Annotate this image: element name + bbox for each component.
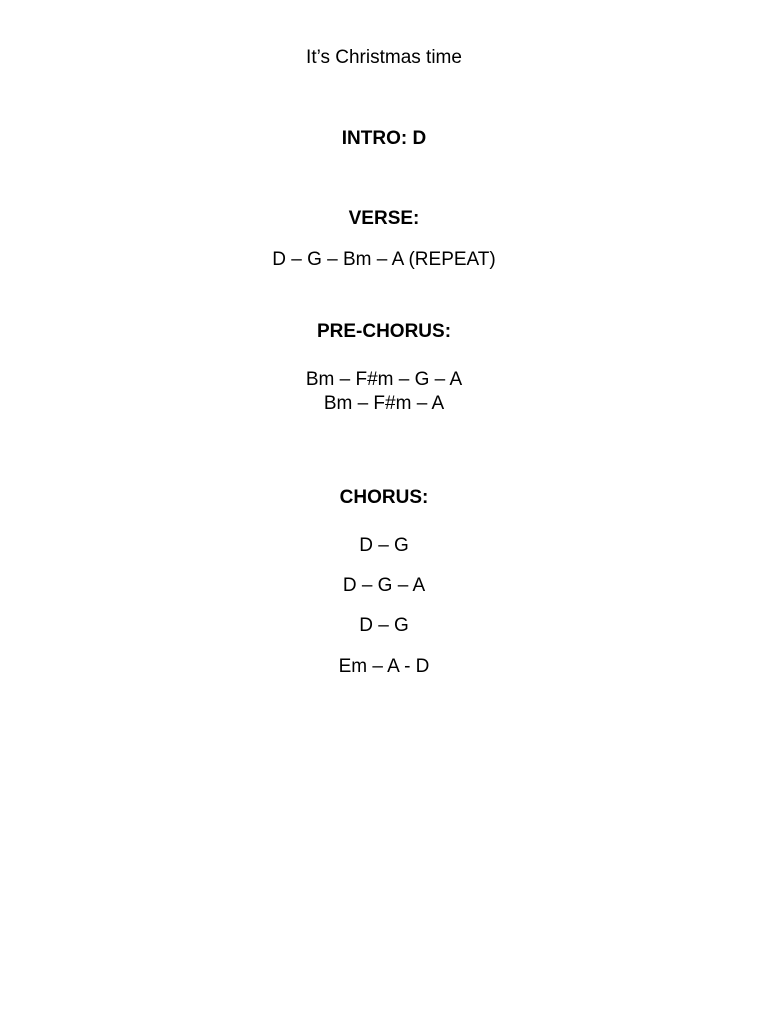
pre-chorus-heading: PRE-CHORUS: (316, 321, 452, 342)
song-title: It’s Christmas time (306, 47, 462, 68)
verse-heading: VERSE: (348, 208, 420, 229)
pre-chorus-chord-line-1: Bm – F#m – G – A (305, 369, 463, 390)
chorus-chord-line-2: D – G – A (342, 575, 426, 596)
chorus-chord-line-3: D – G (359, 615, 409, 636)
chorus-chord-line-4: Em – A - D (338, 656, 430, 677)
chorus-chord-line-1: D – G (359, 535, 409, 556)
verse-chord-line: D – G – Bm – A (REPEAT) (272, 249, 496, 270)
intro-heading: INTRO: D (341, 128, 427, 149)
chorus-heading: CHORUS: (339, 487, 429, 508)
pre-chorus-chord-line-2: Bm – F#m – A (323, 393, 445, 414)
